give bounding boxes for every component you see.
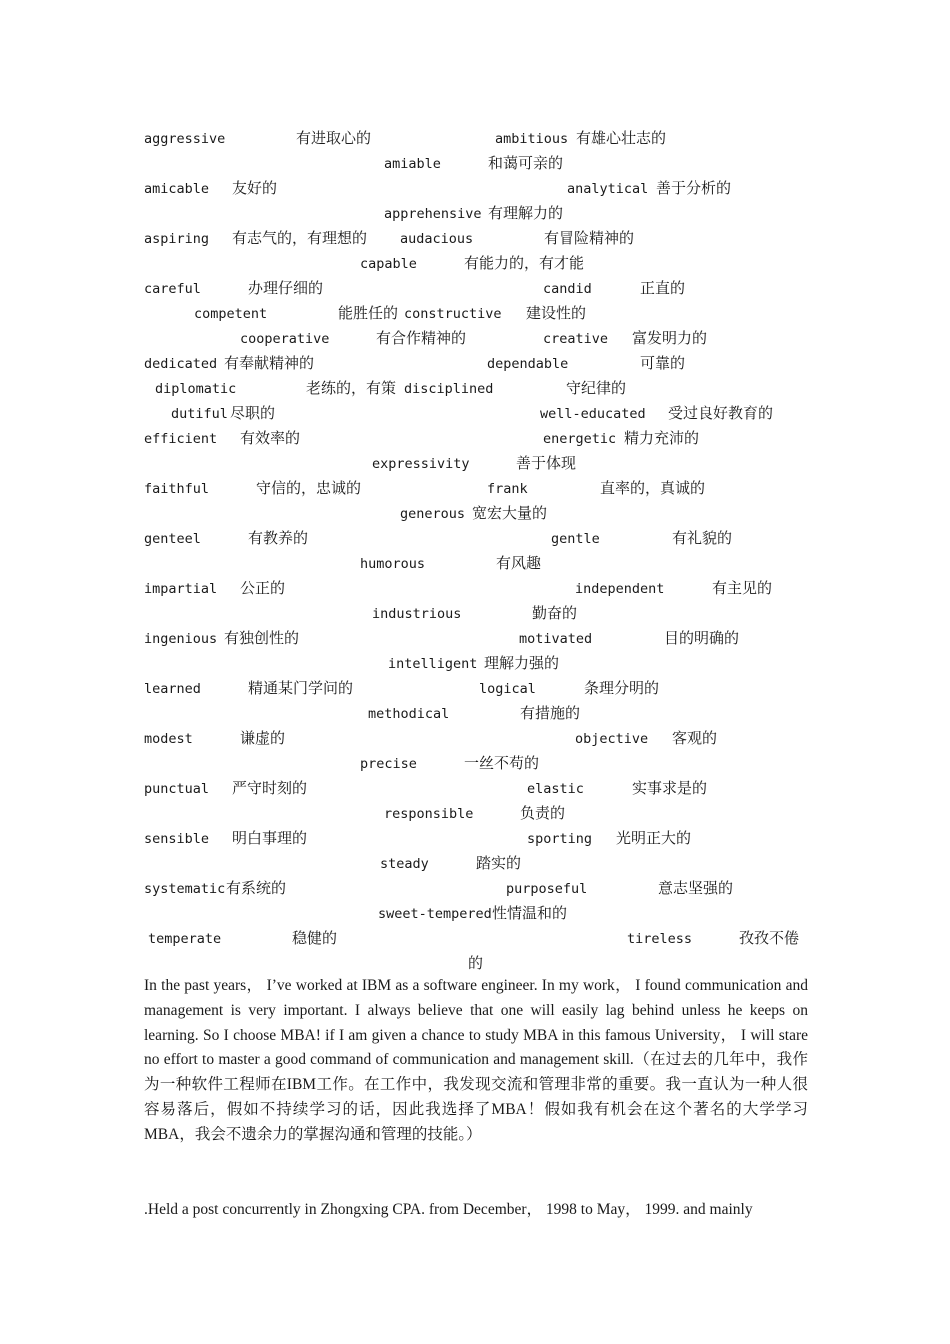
- vocab-word: faithful: [144, 481, 210, 497]
- essay-paragraph: In the past years， I’ve worked at IBM as a software engineer. In my work， I found communication and management is very important. I always believe that one will easily lag behind unless he keeps on learning. So I choose MBA! if I am given a chance to study MBA in this famous University， I will stare no effort to master a good command of communication and management skill.（在过去的几年中，我作为一种软件工程师在IBM工作。在工作中，我发现交流和管理非常的重要。我一直认为一种人很容易落后，假如不持续学习的话，因此我选择了MBA！假如我有机会在这个著名的大学学习MBA，我会不遗余力的掌握沟通和管理的技能。）: [144, 977, 808, 1143]
- vocab-word: dutiful: [171, 406, 228, 422]
- vocab-word: elastic: [527, 781, 584, 797]
- vocab-word: aspiring: [144, 231, 210, 247]
- vocab-meaning: 善于体现: [516, 454, 577, 472]
- vocab-word: generous: [400, 506, 466, 522]
- vocab-meaning: 精通某门学问的: [248, 679, 354, 697]
- vocab-word: industrious: [372, 606, 462, 622]
- vocab-meaning: 有进取心的: [296, 129, 372, 147]
- vocab-meaning: 性情温和的: [492, 904, 568, 922]
- vocab-word: energetic: [543, 431, 617, 447]
- vocab-meaning: 守信的，忠诚的: [256, 479, 362, 497]
- vocab-meaning: 善于分析的: [656, 179, 732, 197]
- vocab-meaning: 严守时刻的: [232, 779, 308, 797]
- vocab-meaning: 公正的: [240, 579, 286, 597]
- vocab-word: systematic: [144, 881, 226, 897]
- vocab-trailing-char: 的: [468, 954, 484, 972]
- vocab-word: expressivity: [372, 456, 470, 472]
- vocab-word: learned: [144, 681, 201, 697]
- vocab-word: careful: [144, 281, 201, 297]
- vocab-word: genteel: [144, 531, 201, 547]
- vocab-word: sensible: [144, 831, 210, 847]
- vocab-meaning: 条理分明的: [584, 679, 660, 697]
- vocab-word: competent: [194, 306, 268, 322]
- vocab-meaning: 谦虚的: [240, 729, 286, 747]
- vocab-word: impartial: [144, 581, 218, 597]
- vocab-meaning: 有独创性的: [224, 629, 300, 647]
- vocab-word: amicable: [144, 181, 210, 197]
- vocab-meaning: 有系统的: [226, 879, 287, 897]
- vocab-meaning: 孜孜不倦: [739, 929, 800, 947]
- vocab-word: gentle: [551, 531, 600, 547]
- vocab-meaning: 直率的，真诚的: [600, 479, 706, 497]
- vocab-meaning: 办理仔细的: [248, 279, 324, 297]
- vocab-word: candid: [543, 281, 592, 297]
- vocab-meaning: 有冒险精神的: [544, 229, 635, 247]
- vocab-meaning: 有雄心壮志的: [576, 129, 667, 147]
- vocab-meaning: 有理解力的: [488, 204, 564, 222]
- vocab-meaning: 有效率的: [240, 429, 301, 447]
- vocab-meaning: 老练的，有策: [306, 379, 397, 397]
- vocab-word: frank: [487, 481, 528, 497]
- vocab-word: constructive: [404, 306, 502, 322]
- vocab-meaning: 友好的: [232, 179, 278, 197]
- vocab-meaning: 负责的: [520, 804, 566, 822]
- vocab-meaning: 建设性的: [526, 304, 587, 322]
- vocab-word: apprehensive: [384, 206, 482, 222]
- vocab-word: ingenious: [144, 631, 218, 647]
- experience-paragraph: .Held a post concurrently in Zhongxing CPA. from December， 1998 to May， 1999. and mainly: [144, 1201, 753, 1218]
- vocab-meaning: 有奉献精神的: [224, 354, 315, 372]
- vocab-word: aggressive: [144, 131, 226, 147]
- vocab-word: dedicated: [144, 356, 218, 372]
- vocab-word: logical: [479, 681, 536, 697]
- vocab-word: amiable: [384, 156, 441, 172]
- vocab-word: responsible: [384, 806, 474, 822]
- vocab-meaning: 有志气的，有理想的: [232, 229, 368, 247]
- vocab-word: sweet-tempered: [378, 906, 492, 922]
- vocab-meaning: 客观的: [672, 729, 718, 747]
- vocab-word: capable: [360, 256, 417, 272]
- vocab-meaning: 有措施的: [520, 704, 581, 722]
- vocab-meaning: 受过良好教育的: [668, 404, 774, 422]
- vocab-meaning: 守纪律的: [566, 379, 627, 397]
- vocab-word: punctual: [144, 781, 210, 797]
- vocab-word: dependable: [487, 356, 569, 372]
- vocab-meaning: 踏实的: [476, 854, 522, 872]
- vocab-word: intelligent: [388, 656, 478, 672]
- vocab-meaning: 可靠的: [640, 354, 686, 372]
- vocab-meaning: 有能力的，有才能: [464, 254, 585, 272]
- vocab-word: methodical: [368, 706, 450, 722]
- vocab-meaning: 一丝不苟的: [464, 754, 540, 772]
- vocab-word: precise: [360, 756, 417, 772]
- vocab-meaning: 实事求是的: [632, 779, 708, 797]
- vocab-word: audacious: [400, 231, 474, 247]
- vocab-word: ambitious: [495, 131, 569, 147]
- vocab-meaning: 富发明力的: [632, 329, 708, 347]
- vocab-word: disciplined: [404, 381, 494, 397]
- vocab-word: well-educated: [540, 406, 646, 422]
- vocab-meaning: 有礼貌的: [672, 529, 733, 547]
- vocab-meaning: 和蔼可亲的: [488, 154, 564, 172]
- vocab-word: purposeful: [506, 881, 588, 897]
- vocab-meaning: 稳健的: [292, 929, 338, 947]
- vocab-word: objective: [575, 731, 649, 747]
- vocab-meaning: 正直的: [640, 279, 686, 297]
- vocab-word: steady: [380, 856, 429, 872]
- vocab-word: tireless: [627, 931, 693, 947]
- vocab-meaning: 有风趣: [496, 554, 542, 572]
- vocab-meaning: 宽宏大量的: [472, 504, 548, 522]
- vocab-word: analytical: [567, 181, 649, 197]
- vocab-meaning: 明白事理的: [232, 829, 308, 847]
- vocab-word: cooperative: [240, 331, 330, 347]
- vocab-meaning: 目的明确的: [664, 629, 740, 647]
- vocab-word: modest: [144, 731, 193, 747]
- vocab-word: creative: [543, 331, 609, 347]
- vocab-word: diplomatic: [155, 381, 237, 397]
- vocab-meaning: 能胜任的: [338, 304, 399, 322]
- vocab-meaning: 尽职的: [230, 404, 276, 422]
- vocab-meaning: 意志坚强的: [658, 879, 734, 897]
- vocab-meaning: 理解力强的: [484, 654, 560, 672]
- vocab-meaning: 有主见的: [712, 579, 773, 597]
- vocab-word: independent: [575, 581, 665, 597]
- vocab-word: sporting: [527, 831, 593, 847]
- vocab-meaning: 有合作精神的: [376, 329, 467, 347]
- vocab-meaning: 有教养的: [248, 529, 309, 547]
- vocab-meaning: 勤奋的: [532, 604, 578, 622]
- vocab-word: motivated: [519, 631, 593, 647]
- vocab-meaning: 光明正大的: [616, 829, 692, 847]
- vocab-meaning: 精力充沛的: [624, 429, 700, 447]
- vocab-word: temperate: [148, 931, 222, 947]
- vocab-word: efficient: [144, 431, 218, 447]
- vocab-word: humorous: [360, 556, 426, 572]
